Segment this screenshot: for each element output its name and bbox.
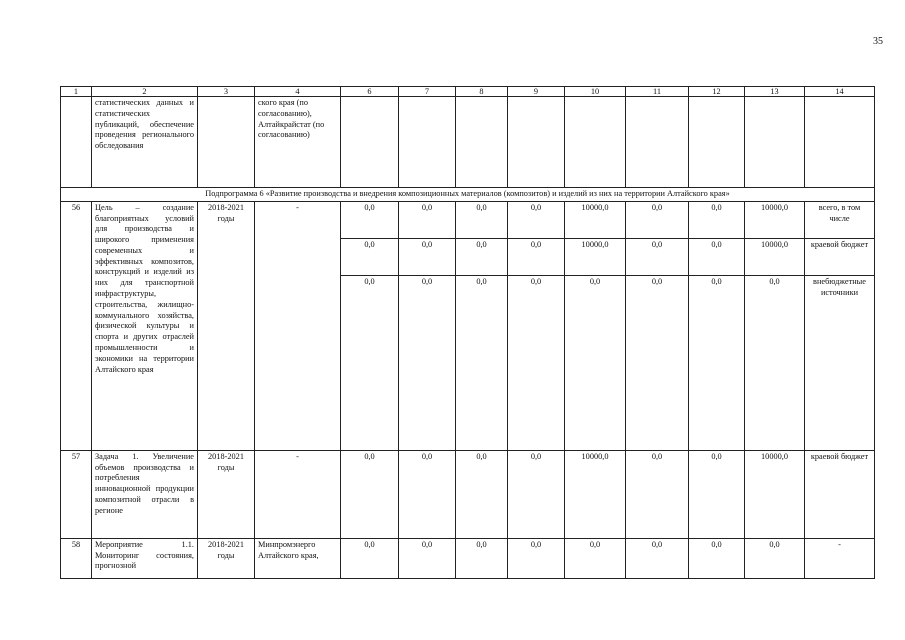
col-header: 4	[255, 87, 341, 97]
row-number: 56	[61, 201, 92, 450]
cell-value: 0,0	[456, 450, 508, 538]
cell-value: 0,0	[399, 275, 456, 450]
cell-value: 10000,0	[745, 238, 805, 275]
col-header: 12	[689, 87, 745, 97]
cell-value: 0,0	[689, 450, 745, 538]
col-header: 9	[508, 87, 565, 97]
cell-value: 10000,0	[565, 238, 626, 275]
table-row-56	[61, 201, 875, 238]
col-header: 10	[565, 87, 626, 97]
cell-value: 0,0	[626, 538, 689, 578]
page-number: 35	[873, 36, 883, 47]
cell-value: 10000,0	[745, 450, 805, 538]
funding-source: внебюджетные источники	[805, 275, 875, 450]
cell-value: 0,0	[399, 450, 456, 538]
cell-value: 0,0	[399, 538, 456, 578]
cell-value: 0,0	[745, 275, 805, 450]
subprogram-title: Подпрограмма 6 «Развитие производства и внедрения композиционных материалов (композитов) и изделий из них на территории Алтайского края»	[61, 188, 875, 202]
cell-value: 10000,0	[565, 201, 626, 238]
cell-value: 0,0	[341, 450, 399, 538]
cell-value: 0,0	[689, 201, 745, 238]
funding-source: краевой бюджет	[805, 238, 875, 275]
cell-value: 0,0	[456, 275, 508, 450]
col-header: 11	[626, 87, 689, 97]
row-executor: ского края (по согласованию), Алтайкрайстат (по согласованию)	[255, 97, 341, 188]
cell-value: 0,0	[745, 538, 805, 578]
col-header: 8	[456, 87, 508, 97]
row-executor: -	[255, 201, 341, 450]
row-executor: Минпромэнерго Алтайского края,	[255, 538, 341, 578]
cell-value: 0,0	[341, 538, 399, 578]
cell-value: 10000,0	[565, 450, 626, 538]
cell-value: 0,0	[508, 450, 565, 538]
col-header: 2	[92, 87, 198, 97]
cell-value: 0,0	[399, 201, 456, 238]
row-description: Мероприятие 1.1. Мониторинг состояния, прогнозной	[92, 538, 198, 578]
row-number: 58	[61, 538, 92, 578]
cell-value: 0,0	[626, 201, 689, 238]
cell-value: 0,0	[626, 450, 689, 538]
row-description: Задача 1. Увеличение объемов производства и потребления инновационной продукции композитной отрасли в регионе	[92, 450, 198, 538]
cell-value: 0,0	[689, 275, 745, 450]
col-header: 13	[745, 87, 805, 97]
col-header: 6	[341, 87, 399, 97]
cell-value: 0,0	[399, 238, 456, 275]
cell-value: 0,0	[341, 275, 399, 450]
cell-value: 0,0	[341, 238, 399, 275]
cell-value: 0,0	[689, 238, 745, 275]
cell-value: 0,0	[508, 275, 565, 450]
funding-source: всего, в том числе	[805, 201, 875, 238]
col-header: 3	[198, 87, 255, 97]
cell-value: 0,0	[565, 275, 626, 450]
cell-value: 0,0	[508, 201, 565, 238]
row-description: статистических данных и статистических публикаций, обеспечение проведения регионального обследования	[92, 97, 198, 188]
cell-value: 0,0	[565, 538, 626, 578]
table-row-57	[61, 450, 875, 538]
col-header: 1	[61, 87, 92, 97]
row-executor: -	[255, 450, 341, 538]
cell-value: 0,0	[456, 538, 508, 578]
row-period: 2018-2021 годы	[198, 450, 255, 538]
col-header: 7	[399, 87, 456, 97]
row-number: 57	[61, 450, 92, 538]
cell-value: 0,0	[456, 238, 508, 275]
cell-value: 0,0	[456, 201, 508, 238]
cell-value: 0,0	[689, 538, 745, 578]
funding-source: -	[805, 538, 875, 578]
cell-value: 0,0	[626, 238, 689, 275]
row-description: Цель – создание благоприятных условий для производства и широкого применения современных и эффективных композитов, конструкций и изделий из них для транспортной инфраструктуры, строительства, жилищно-коммунального хозяйства, физической культуры и спорта и других отраслей промышленности и экономики на территории Алтайского края	[92, 201, 198, 450]
funding-source: краевой бюджет	[805, 450, 875, 538]
cell-value: 0,0	[508, 238, 565, 275]
col-header: 14	[805, 87, 875, 97]
row-period: 2018-2021 годы	[198, 538, 255, 578]
cell-value: 10000,0	[745, 201, 805, 238]
cell-value: 0,0	[508, 538, 565, 578]
row-period: 2018-2021 годы	[198, 201, 255, 450]
budget-table	[60, 86, 875, 579]
table-row-58	[61, 538, 875, 578]
cell-value: 0,0	[341, 201, 399, 238]
cell-value: 0,0	[626, 275, 689, 450]
table-row-continued	[61, 97, 875, 188]
column-header-row	[61, 87, 875, 97]
subprogram-row	[61, 188, 875, 202]
